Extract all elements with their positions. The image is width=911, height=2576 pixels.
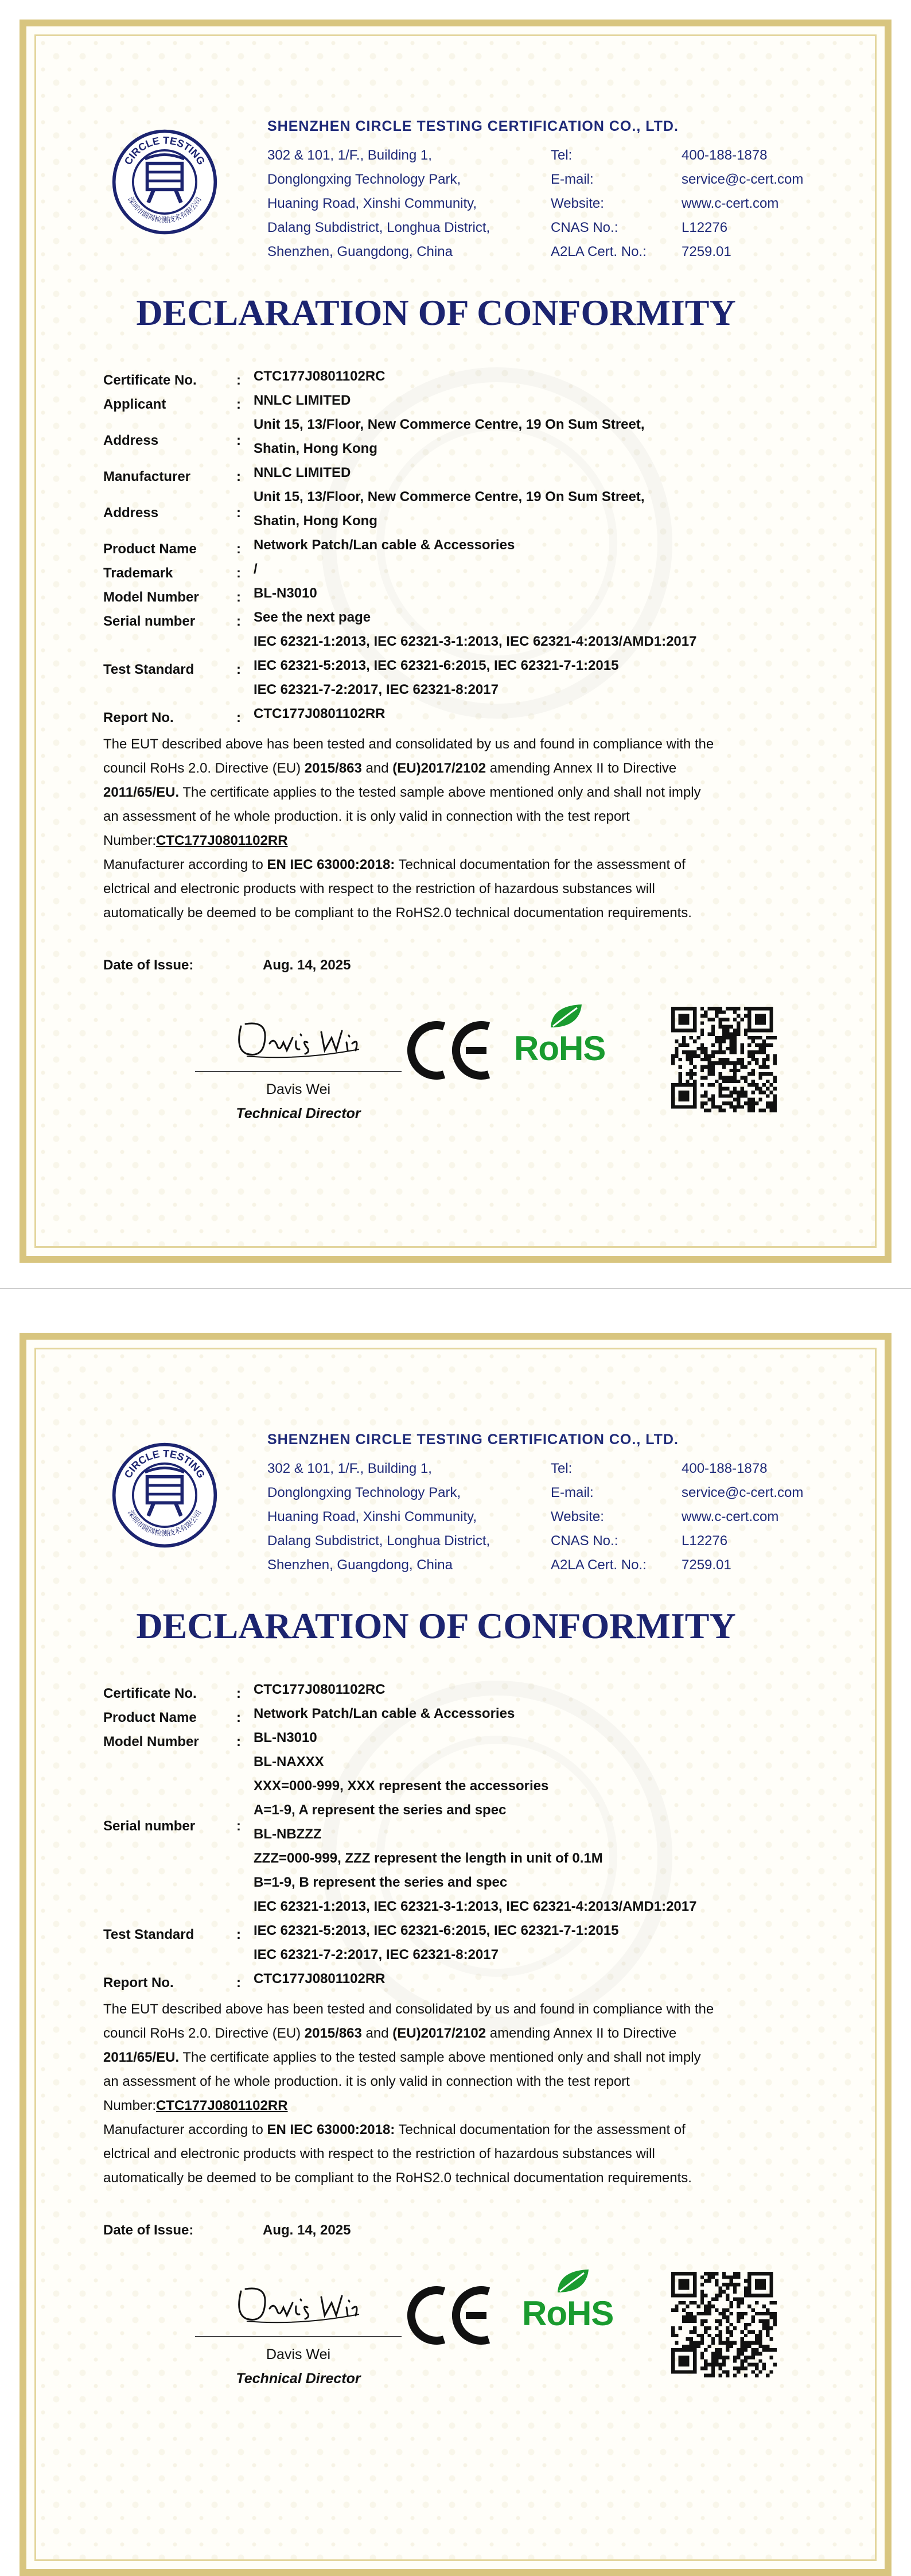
report-number-link: CTC177J0801102RR bbox=[156, 833, 288, 848]
detail-value bbox=[254, 606, 371, 630]
statement-line: Manufacturer according to EN IEC 63000:2018: Technical documentation for the assessment of bbox=[103, 2122, 686, 2137]
detail-value bbox=[254, 1967, 386, 1991]
cnas-value: L12276 bbox=[682, 220, 728, 235]
cnas-label: CNAS No.: bbox=[551, 220, 618, 235]
statement-line: 2011/65/EU. The certificate applies to the tested sample above mentioned only and shall not imply bbox=[103, 2050, 701, 2065]
detail-value-line: ZZZ=000-999, ZZZ represent the length in unit of 0.1M bbox=[254, 1850, 603, 1866]
tel-value: 400-188-1878 bbox=[682, 148, 768, 163]
detail-row bbox=[103, 1754, 803, 1899]
address-line: Huaning Road, Xinshi Community, bbox=[267, 196, 477, 211]
detail-value-line: Shatin, Hong Kong bbox=[254, 513, 377, 529]
statement-line: Manufacturer according to EN IEC 63000:2018: Technical documentation for the assessment of bbox=[103, 857, 686, 872]
signature-block bbox=[195, 2271, 402, 2420]
detail-value bbox=[254, 1678, 386, 1702]
date-label: Date of Issue: bbox=[103, 2222, 194, 2238]
signature-block bbox=[195, 1006, 402, 1155]
report-number-link: CTC177J0801102RR bbox=[156, 2098, 288, 2113]
detail-row bbox=[103, 368, 803, 393]
detail-value-line: NNLC LIMITED bbox=[254, 393, 351, 408]
signatory-name: Davis Wei bbox=[266, 1081, 331, 1097]
circle-testing-logo-icon bbox=[110, 1441, 219, 1550]
detail-label: Serial number bbox=[103, 614, 196, 629]
detail-value-line: Network Patch/Lan cable & Accessories bbox=[254, 537, 515, 553]
detail-value-line: Shatin, Hong Kong bbox=[254, 441, 377, 456]
directive-2015-863: 2015/863 bbox=[304, 2026, 362, 2041]
detail-label: Product Name bbox=[103, 1710, 197, 1725]
directive-2017-2102: (EU)2017/2102 bbox=[392, 761, 486, 776]
detail-value bbox=[254, 1702, 515, 1726]
detail-colon: : bbox=[236, 373, 241, 388]
rohs-mark: RoHS bbox=[514, 1029, 606, 1068]
detail-value bbox=[254, 461, 351, 485]
ce-mark-icon bbox=[406, 1018, 496, 1083]
details-table bbox=[103, 368, 803, 730]
qr-code-icon bbox=[671, 2272, 777, 2377]
detail-label: Report No. bbox=[103, 710, 174, 726]
detail-colon: : bbox=[236, 1927, 241, 1942]
statement-line: Number:CTC177J0801102RR bbox=[103, 833, 288, 848]
date-of-issue bbox=[103, 957, 351, 973]
detail-row bbox=[103, 537, 803, 561]
a2la-label: A2LA Cert. No.: bbox=[551, 244, 647, 259]
detail-row bbox=[103, 1706, 803, 1730]
detail-label: Certificate No. bbox=[103, 373, 197, 388]
date-label: Date of Issue: bbox=[103, 957, 194, 973]
company-address bbox=[267, 1457, 490, 1577]
detail-value-line: IEC 62321-5:2013, IEC 62321-6:2015, IEC 62321-7-1:2015 bbox=[254, 658, 619, 673]
contact-labels bbox=[551, 143, 647, 264]
detail-colon: : bbox=[236, 505, 241, 521]
detail-value-line: XXX=000-999, XXX represent the accessories bbox=[254, 1778, 549, 1794]
a2la-value: 7259.01 bbox=[682, 1557, 731, 1573]
statement-line: council RoHs 2.0. Directive (EU) 2015/863 and (EU)2017/2102 amending Annex II to Directive bbox=[103, 761, 677, 776]
detail-value-line: Unit 15, 13/Floor, New Commerce Centre, 19 On Sum Street, bbox=[254, 417, 645, 432]
signature-line bbox=[195, 2336, 402, 2337]
statement-line: elctrical and electronic products with respect to the restriction of hazardous substances will bbox=[103, 881, 655, 897]
detail-label: Test Standard bbox=[103, 1927, 194, 1942]
detail-value-line: Network Patch/Lan cable & Accessories bbox=[254, 1706, 515, 1721]
compliance-statement bbox=[103, 732, 826, 925]
rohs-leaf-icon bbox=[555, 2267, 591, 2296]
detail-value bbox=[254, 557, 258, 581]
detail-colon: : bbox=[236, 1710, 241, 1725]
cnas-label: CNAS No.: bbox=[551, 1533, 618, 1549]
detail-value-line: BL-N3010 bbox=[254, 1730, 317, 1745]
standard-en-iec-63000: EN IEC 63000:2018: bbox=[267, 2122, 395, 2137]
address-line: Dalang Subdistrict, Longhua District, bbox=[267, 1533, 490, 1549]
detail-value-line: Unit 15, 13/Floor, New Commerce Centre, 19 On Sum Street, bbox=[254, 489, 645, 505]
website-value: www.c-cert.com bbox=[682, 1509, 779, 1524]
handwritten-signature-icon bbox=[229, 1009, 367, 1066]
contact-values bbox=[682, 143, 803, 264]
detail-label: Certificate No. bbox=[103, 1686, 197, 1701]
detail-colon: : bbox=[236, 1975, 241, 1991]
detail-value bbox=[254, 533, 515, 557]
address-line: Donglongxing Technology Park, bbox=[267, 1485, 461, 1500]
website-value: www.c-cert.com bbox=[682, 196, 779, 211]
detail-colon: : bbox=[236, 662, 241, 677]
detail-value-line: B=1-9, B represent the series and spec bbox=[254, 1875, 508, 1890]
detail-label: Product Name bbox=[103, 541, 197, 557]
detail-row bbox=[103, 706, 803, 730]
tel-label: Tel: bbox=[551, 148, 573, 163]
detail-value bbox=[254, 1726, 317, 1750]
detail-value bbox=[254, 702, 386, 726]
logo-ring-text: CIRCLE TESTING bbox=[122, 1448, 208, 1480]
document-title: DECLARATION OF CONFORMITY bbox=[136, 1605, 736, 1646]
detail-value-line: IEC 62321-1:2013, IEC 62321-3-1:2013, IEC 62321-4:2013/AMD1:2017 bbox=[254, 1899, 697, 1914]
statement-line: Number:CTC177J0801102RR bbox=[103, 2098, 288, 2113]
certificate-page-1 bbox=[0, 0, 911, 1263]
statement-line: The EUT described above has been tested and consolidated by us and found in compliance with the bbox=[103, 2001, 714, 2017]
statement-line: The EUT described above has been tested and consolidated by us and found in compliance with the bbox=[103, 736, 714, 752]
detail-value bbox=[254, 485, 645, 533]
detail-value bbox=[254, 1895, 696, 1967]
detail-label: Serial number bbox=[103, 1818, 196, 1834]
detail-value-line: BL-NAXXX bbox=[254, 1754, 324, 1770]
address-line: Dalang Subdistrict, Longhua District, bbox=[267, 220, 490, 235]
circle-testing-logo-icon bbox=[110, 127, 219, 236]
detail-value bbox=[254, 413, 645, 461]
tel-value: 400-188-1878 bbox=[682, 1461, 768, 1476]
detail-value-line: CTC177J0801102RC bbox=[254, 1682, 386, 1697]
detail-colon: : bbox=[236, 589, 241, 605]
detail-row bbox=[103, 561, 803, 585]
signatory-role: Technical Director bbox=[236, 1105, 361, 1122]
signatory-name: Davis Wei bbox=[266, 2346, 331, 2362]
email-value: service@c-cert.com bbox=[682, 172, 804, 187]
detail-value-line: IEC 62321-5:2013, IEC 62321-6:2015, IEC 62321-7-1:2015 bbox=[254, 1923, 619, 1938]
detail-label: Applicant bbox=[103, 397, 166, 412]
detail-value-line: BL-N3010 bbox=[254, 585, 317, 601]
detail-value bbox=[254, 1750, 603, 1895]
page-separator bbox=[0, 1288, 911, 1289]
detail-colon: : bbox=[236, 1818, 241, 1834]
detail-label: Trademark bbox=[103, 565, 173, 581]
handwritten-signature-icon bbox=[229, 2274, 367, 2331]
detail-label: Address bbox=[103, 505, 159, 521]
statement-line: an assessment of he whole production. it is only valid in connection with the test report bbox=[103, 809, 630, 824]
detail-row bbox=[103, 634, 803, 706]
detail-value-line: CTC177J0801102RR bbox=[254, 1971, 386, 1987]
a2la-value: 7259.01 bbox=[682, 244, 731, 259]
tel-label: Tel: bbox=[551, 1461, 573, 1476]
directive-2017-2102: (EU)2017/2102 bbox=[392, 2026, 486, 2041]
cnas-value: L12276 bbox=[682, 1533, 728, 1549]
address-line: Shenzhen, Guangdong, China bbox=[267, 244, 453, 259]
certificate-page-2 bbox=[0, 1313, 911, 2576]
detail-value-line: See the next page bbox=[254, 610, 371, 625]
detail-colon: : bbox=[236, 1734, 241, 1749]
detail-row bbox=[103, 489, 803, 537]
statement-line: elctrical and electronic products with respect to the restriction of hazardous substances will bbox=[103, 2146, 655, 2162]
detail-colon: : bbox=[236, 541, 241, 557]
detail-label: Manufacturer bbox=[103, 469, 191, 484]
website-label: Website: bbox=[551, 1509, 604, 1524]
directive-2015-863: 2015/863 bbox=[304, 761, 362, 776]
email-label: E-mail: bbox=[551, 1485, 594, 1500]
detail-value-line: BL-NBZZZ bbox=[254, 1826, 322, 1842]
detail-row bbox=[103, 417, 803, 465]
email-value: service@c-cert.com bbox=[682, 1485, 804, 1500]
email-label: E-mail: bbox=[551, 172, 594, 187]
detail-value bbox=[254, 581, 317, 606]
address-line: 302 & 101, 1/F., Building 1, bbox=[267, 1461, 432, 1476]
signature-line bbox=[195, 1071, 402, 1072]
statement-line: council RoHs 2.0. Directive (EU) 2015/863 and (EU)2017/2102 amending Annex II to Directive bbox=[103, 2026, 677, 2041]
standard-en-iec-63000: EN IEC 63000:2018: bbox=[267, 857, 395, 872]
address-line: 302 & 101, 1/F., Building 1, bbox=[267, 148, 432, 163]
compliance-statement bbox=[103, 1997, 826, 2190]
detail-value-line: CTC177J0801102RR bbox=[254, 706, 386, 721]
date-of-issue bbox=[103, 2222, 351, 2239]
detail-value bbox=[254, 389, 351, 413]
detail-label: Model Number bbox=[103, 1734, 199, 1749]
detail-label: Model Number bbox=[103, 589, 199, 605]
directive-2011-65: 2011/65/EU. bbox=[103, 2050, 180, 2065]
detail-colon: : bbox=[236, 565, 241, 581]
signatory-role: Technical Director bbox=[236, 2371, 361, 2387]
statement-line: 2011/65/EU. The certificate applies to the tested sample above mentioned only and shall not imply bbox=[103, 785, 701, 800]
detail-value-line: A=1-9, A represent the series and spec bbox=[254, 1802, 507, 1818]
detail-label: Address bbox=[103, 433, 159, 448]
company-block bbox=[267, 118, 804, 259]
detail-colon: : bbox=[236, 614, 241, 629]
detail-value-line: CTC177J0801102RC bbox=[254, 368, 386, 384]
company-name: SHENZHEN CIRCLE TESTING CERTIFICATION CO., LTD. bbox=[267, 118, 679, 134]
detail-label: Report No. bbox=[103, 1975, 174, 1991]
detail-row bbox=[103, 585, 803, 610]
detail-colon: : bbox=[236, 397, 241, 412]
detail-row bbox=[103, 1971, 803, 1995]
company-block bbox=[267, 1431, 804, 1573]
a2la-label: A2LA Cert. No.: bbox=[551, 1557, 647, 1573]
details-table bbox=[103, 1682, 803, 1995]
company-name: SHENZHEN CIRCLE TESTING CERTIFICATION CO., LTD. bbox=[267, 1431, 679, 1448]
date-value: Aug. 14, 2025 bbox=[263, 957, 351, 973]
detail-row bbox=[103, 1899, 803, 1971]
detail-colon: : bbox=[236, 1686, 241, 1701]
date-value: Aug. 14, 2025 bbox=[263, 2222, 351, 2238]
detail-value-line: IEC 62321-7-2:2017, IEC 62321-8:2017 bbox=[254, 1947, 499, 1962]
address-line: Huaning Road, Xinshi Community, bbox=[267, 1509, 477, 1524]
statement-line: automatically be deemed to be compliant to the RoHS2.0 technical documentation requirements. bbox=[103, 2170, 692, 2186]
detail-value-line: IEC 62321-7-2:2017, IEC 62321-8:2017 bbox=[254, 682, 499, 697]
contact-labels bbox=[551, 1457, 647, 1577]
address-line: Donglongxing Technology Park, bbox=[267, 172, 461, 187]
logo-cn-text: 深圳市圆周检测技术有限公司 bbox=[126, 195, 203, 224]
contact-values bbox=[682, 1457, 803, 1577]
detail-value bbox=[254, 630, 696, 702]
detail-value bbox=[254, 364, 386, 389]
detail-colon: : bbox=[236, 469, 241, 484]
detail-colon: : bbox=[236, 710, 241, 726]
logo-cn-text: 深圳市圆周检测技术有限公司 bbox=[126, 1508, 203, 1538]
detail-value-line: IEC 62321-1:2013, IEC 62321-3-1:2013, IEC 62321-4:2013/AMD1:2017 bbox=[254, 634, 697, 649]
directive-2011-65: 2011/65/EU. bbox=[103, 785, 180, 800]
rohs-mark: RoHS bbox=[522, 2294, 614, 2333]
logo-ring-text: CIRCLE TESTING bbox=[122, 134, 208, 167]
rohs-leaf-icon bbox=[548, 1002, 584, 1031]
detail-label: Test Standard bbox=[103, 662, 194, 677]
qr-code-icon bbox=[671, 1007, 777, 1112]
ce-mark-icon bbox=[406, 2283, 496, 2348]
statement-line: automatically be deemed to be compliant to the RoHS2.0 technical documentation requirements. bbox=[103, 905, 692, 921]
website-label: Website: bbox=[551, 196, 604, 211]
document-title: DECLARATION OF CONFORMITY bbox=[136, 292, 736, 333]
detail-value-line: NNLC LIMITED bbox=[254, 465, 351, 480]
detail-value-line: / bbox=[254, 561, 258, 577]
company-address bbox=[267, 143, 490, 264]
statement-line: an assessment of he whole production. it is only valid in connection with the test report bbox=[103, 2074, 630, 2089]
address-line: Shenzhen, Guangdong, China bbox=[267, 1557, 453, 1573]
detail-colon: : bbox=[236, 433, 241, 448]
